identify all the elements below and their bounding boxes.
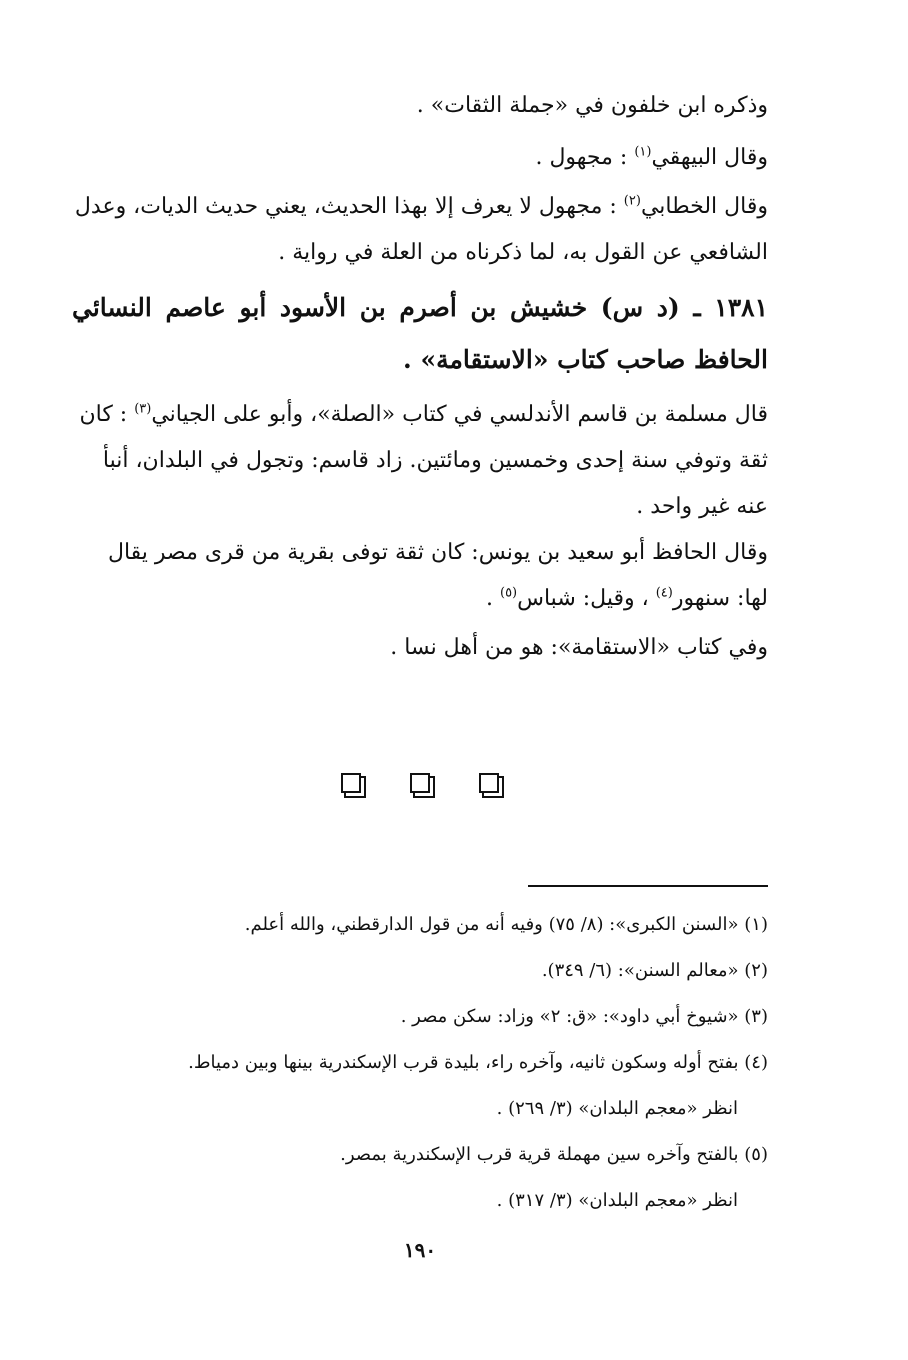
page — [72, 80, 768, 1280]
footnote-divider — [528, 885, 768, 887]
footnote-ref: (٥) — [499, 585, 518, 601]
page-number: ١٩٠ — [403, 1238, 437, 1262]
footnotes — [72, 902, 768, 1224]
paragraph-istiqama — [72, 622, 768, 674]
paragraph-text: : كان ثقة وتوفي سنة إحدى وخمسين ومائتين. زاد قاسم: وتجول في البلدان، أنبأ عنه غير واحد . — [79, 402, 768, 519]
footnote-ref: (١) — [634, 144, 652, 160]
paragraph-text: : مجهول . — [535, 145, 635, 170]
footnote-2: (٢) «معالم السنن»: (٦/ ٣٤٩). — [541, 960, 768, 981]
footnote-1: (١) «السنن الكبرى»: (٨/ ٧٥) وفيه أنه من قول الدارقطني، والله أعلم. — [244, 914, 768, 935]
section-separator — [72, 762, 768, 802]
entry-heading: ١٣٨١ ـ (د س) خشيش بن أصرم بن الأسود أبو عاصم النسائي الحافظ صاحب كتاب «الاستقامة» . — [72, 293, 768, 374]
footnote-ref: (٣) — [134, 401, 152, 417]
footnote-ref: (٢) — [623, 193, 641, 209]
paragraph-text: وقال الخطابي — [640, 194, 768, 219]
paragraph-ibn-yunus — [72, 530, 768, 622]
footnote-5-source: انظر «معجم البلدان» (٣/ ٣١٧) . — [496, 1190, 738, 1211]
footnote-5: (٥) بالفتح وآخره سين مهملة قرية قرب الإسكندرية بمصر. — [340, 1144, 768, 1165]
paragraph-text: قال مسلمة بن قاسم الأندلسي في كتاب «الصلة»، وأبو على الجياني — [151, 402, 768, 427]
paragraph-text: وقال البيهقي — [651, 145, 768, 170]
paragraph-text: : مجهول لا يعرف إلا بهذا الحديث، يعني حديث الديات، وعدل الشافعي عن القول به، لما ذكرناه من العلة في رواية . — [74, 194, 768, 265]
footnote-4-source: انظر «معجم البلدان» (٣/ ٢٦٩) . — [496, 1098, 738, 1119]
footnote-4: (٤) بفتح أوله وسكون ثانيه، وآخره راء، بليدة قرب الإسكندرية بينها وبين دمياط. — [188, 1052, 768, 1073]
footnote-ref: (٤) — [655, 585, 673, 601]
section-spacer — [72, 674, 768, 762]
paragraph-maslama — [72, 392, 768, 530]
square-ornament-icon — [341, 773, 361, 793]
paragraph-text: ، وقيل: شباس — [517, 586, 656, 611]
square-ornament-icon — [410, 773, 430, 793]
paragraph-text: وفي كتاب «الاستقامة»: هو من أهل نسا . — [390, 635, 768, 660]
footnote-3: (٣) «شيوخ أبي داود»: «ق: ٢» وزاد: سكن مصر . — [400, 1006, 768, 1027]
paragraph-text: وقال الحافظ أبو سعيد بن يونس: كان ثقة توفى بقرية من قرى مصر يقال لها: سنهور — [107, 540, 768, 611]
paragraph-khattabi — [72, 184, 768, 276]
paragraph-bayhaqi — [72, 132, 768, 184]
paragraph-text: . — [485, 586, 500, 611]
square-ornament-icon — [479, 773, 499, 793]
paragraph-text: وذكره ابن خلفون في «جملة الثقات» . — [416, 93, 768, 118]
paragraph-ibn-khalfun — [72, 80, 768, 132]
